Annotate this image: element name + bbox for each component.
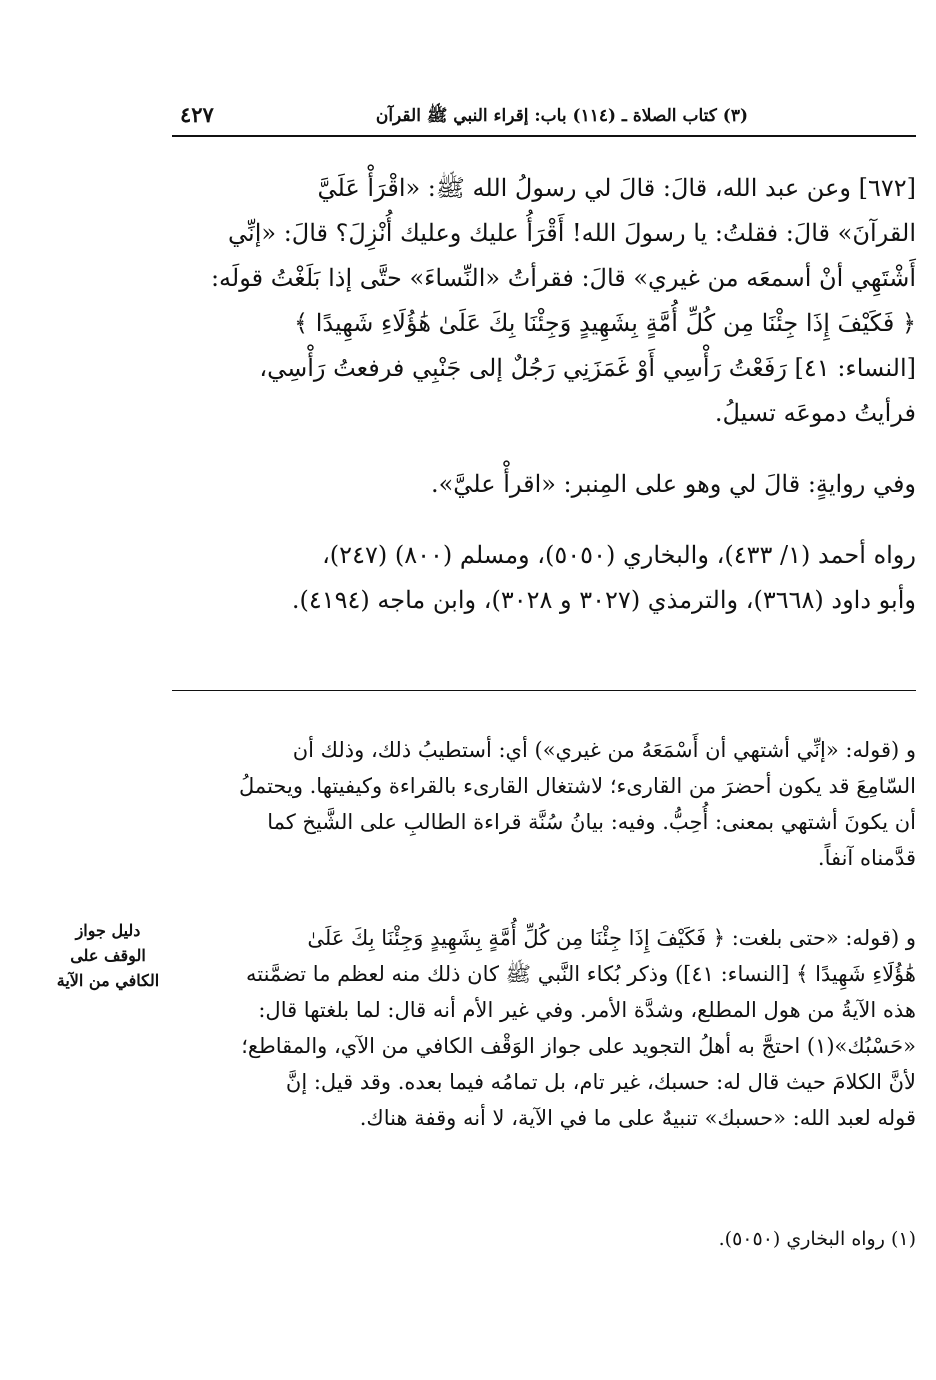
page-number: ٤٢٧ [180,102,214,127]
margin-note-line: دليل جواز [75,921,141,940]
takhrij-line: رواه أحمد (١/ ٤٣٣)، والبخاري (٥٠٥٠)، ومسلم (٨٠٠) (٢٤٧)، [322,541,916,569]
running-title: (٣) كتاب الصلاة ـ (١١٤) باب: إقراء النبي ﷺ القرآن [375,106,748,126]
hadith-line: أَشْتَهِي أنْ أسمعَه من غيري» قالَ: فقرأتُ «النِّساءَ» حتَّى إذا بَلَغْتُ قولَه: [210,264,916,292]
commentary-line: هذه الآيةُ من هول المطلع، وشدَّة الأمر. وفي غير الأم أنه قال: لما بلغتها قال: [258,998,916,1022]
riwaya-line: وفي روايةٍ: قالَ لي وهو على المِنبر: «اقرأْ عليَّ». [430,470,916,498]
header-rule [172,135,916,137]
section-separator [172,690,916,691]
commentary-line: «حَسْبُك»(١) احتجَّ به أهلُ التجويد على جواز الوَقْف الكافي من الآي، والمقاطع؛ [241,1034,916,1058]
commentary-paragraph-2 [171,920,916,1136]
commentary-line: السّامِعَ قد يكون أحضرَ من القارىء؛ لاشتغال القارىء بالقراءة وكيفيتها. ويحتملُ [239,774,916,798]
commentary-line: أن يكونَ أشتهي بمعنى: أُحِبُّ. وفيه: بيانُ سُنَّة قراءة الطالبِ على الشَّيخ كما [267,810,916,834]
commentary-paragraph-1 [171,732,916,876]
margin-note-line: الكافي من الآية [56,971,160,990]
margin-note [46,918,170,993]
commentary-line: قوله لعبد الله: «حسبك» تنبيهٌ على ما في الآية، لا أنه وقفة هناك. [359,1106,916,1130]
footnote: (١) رواه البخاري (٥٠٥٠). [718,1228,916,1250]
commentary-line: و (قوله: «حتى بلغت: ﴿ فَكَيْفَ إِذَا جِئْنَا مِن كُلِّ أُمَّةٍ بِشَهِيدٍ وَجِئْنَا بِكَ عَلَىٰ [307,926,916,950]
takhrij-line: وأبو داود (٣٦٦٨)، والترمذي (٣٠٢٧ و ٣٠٢٨)، وابن ماجه (٤١٩٤). [291,586,916,614]
commentary-line: هَٰؤُلَاءِ شَهِيدًا ﴾ [النساء: ٤١]) وذكر بُكاء النَّبي ﷺ كان ذلك منه لعظم ما تضمَّنته [246,962,916,986]
hadith-line: فرأيتُ دموعَه تسيلُ. [714,399,916,427]
hadith-line: القرآنَ» قالَ: فقلتُ: يا رسولَ الله! أَقْرَأُ عليك وعليك أُنْزِلَ؟ قالَ: «إنِّي [228,219,916,247]
commentary-line: و (قوله: «إنِّي أشتهي أن أَسْمَعَهُ من غيري») أي: أستطيبُ ذلك، وذلك أن [292,738,916,762]
margin-note-line: الوقف على [70,946,146,965]
hadith-line: [النساء: ٤١] رَفَعْتُ رَأْسِي أَوْ غَمَزَنِي رَجُلٌ إلى جَنْبِي فرفعتُ رَأْسِي، [259,354,916,382]
commentary-line: لأنَّ الكلامَ حيث قال له: حسبك، غير تام، بل تمامُه فيما بعده. وقد قيل: إنَّ [285,1070,916,1094]
hadith-block [171,166,916,623]
commentary-line: قدَّمناه آنفاً. [817,846,916,870]
quran-verse-line: ﴿ فَكَيْفَ إِذَا جِئْنَا مِن كُلِّ أُمَّةٍ بِشَهِيدٍ وَجِئْنَا بِكَ عَلَىٰ هَٰؤُلَاءِ شَهِيدًا ﴾ [294,309,916,337]
hadith-line: [٦٧٢] وعن عبد الله، قالَ: قالَ لي رسولُ الله ﷺ: «اقْرَأْ عَلَيَّ [317,174,916,202]
